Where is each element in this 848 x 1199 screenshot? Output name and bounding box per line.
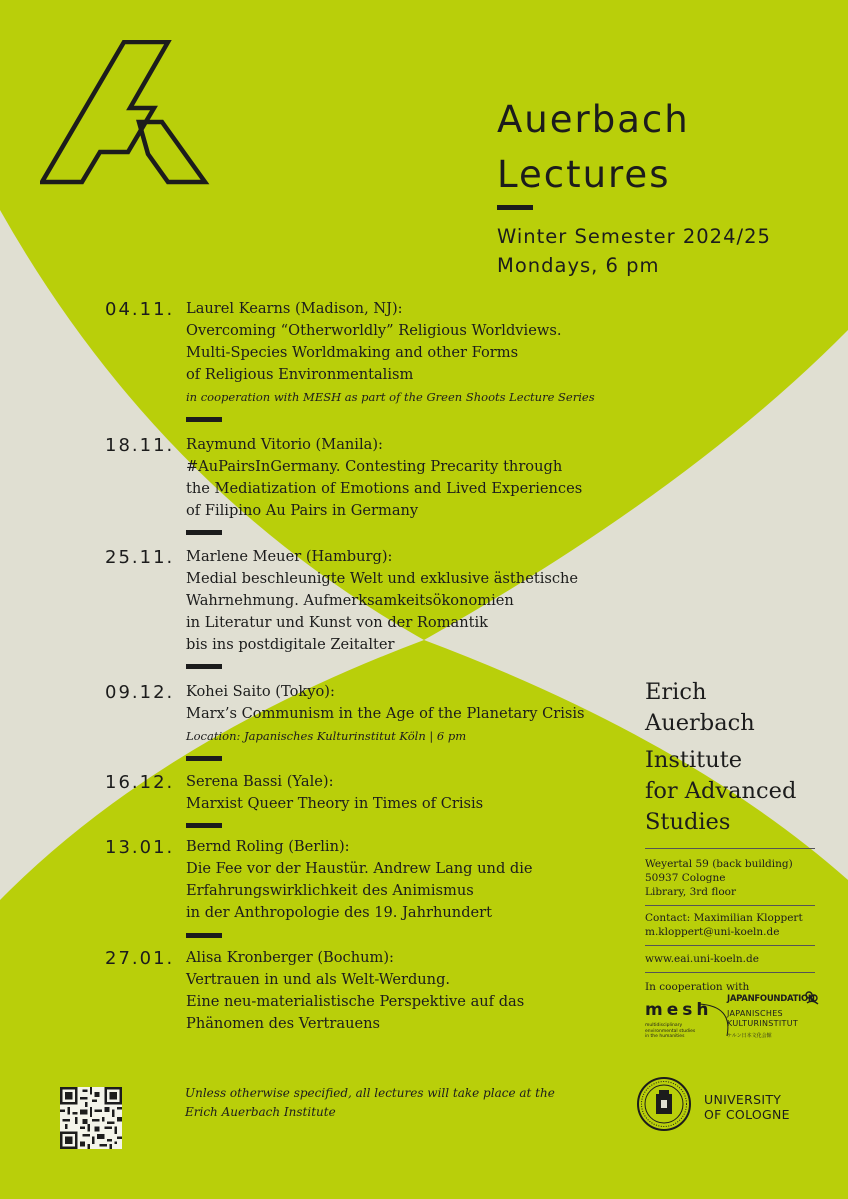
institute-name — [645, 677, 796, 838]
auerbach-logo-icon — [40, 40, 210, 186]
institute-name-line: Erich — [645, 679, 707, 705]
lecture-divider — [186, 664, 222, 669]
university-name — [704, 1092, 790, 1122]
lecture-title-line: Wahrnehmung. Aufmerksamkeitsökonomien — [186, 592, 514, 609]
japan-institute-name — [727, 1009, 827, 1029]
lecture-speaker: Bernd Roling (Berlin): — [186, 838, 350, 855]
lecture-title-line: #AuPairsInGermany. Contesting Precarity through — [186, 458, 563, 475]
footer-note — [185, 1084, 555, 1122]
lecture-speaker: Marlene Meuer (Hamburg): — [186, 548, 393, 565]
university-name-line: UNIVERSITY — [704, 1092, 782, 1107]
lecture-speaker: Serena Bassi (Yale): — [186, 773, 334, 790]
lecture-date: 25.11. — [105, 547, 175, 568]
lecture-divider — [186, 933, 222, 938]
lecture-date: 04.11. — [105, 299, 175, 320]
semester-info — [497, 222, 771, 280]
lecture-title-line: in der Anthropologie des 19. Jahrhundert — [186, 904, 493, 921]
lecture-divider — [186, 530, 222, 535]
footer-line: Unless otherwise specified, all lectures will take place at the — [185, 1086, 555, 1100]
japan-inst-line: KULTURINSTITUT — [727, 1019, 799, 1028]
address-line: Weyertal 59 (back building) — [645, 858, 793, 870]
mesh-wordmark: mesh — [645, 1000, 713, 1020]
footer-line: Erich Auerbach Institute — [185, 1105, 336, 1119]
lecture-note: in cooperation with MESH as part of the Green Shoots Lecture Series — [186, 390, 595, 404]
divider — [645, 848, 815, 849]
lecture-title-line: Medial beschleunigte Welt und exklusive ästhetische — [186, 570, 579, 587]
lecture-title-line: Multi-Species Worldmaking and other Forms — [186, 344, 519, 361]
address-line: 50937 Cologne — [645, 872, 726, 884]
japan-foundation-logo — [727, 994, 827, 1039]
lecture-date: 09.12. — [105, 682, 175, 703]
institute-name-line: Studies — [645, 809, 731, 835]
mesh-sub-line: environmental studies — [645, 1028, 696, 1034]
schedule-label: Mondays, 6 pm — [497, 254, 660, 277]
japan-foundation-icon — [803, 990, 821, 1006]
qr-code[interactable] — [60, 1087, 122, 1149]
lecture-date: 13.01. — [105, 837, 175, 858]
lecture-date: 18.11. — [105, 435, 175, 456]
lecture-title-line: of Religious Environmentalism — [186, 366, 414, 383]
lecture-divider — [186, 756, 222, 761]
japan-jp-name: ケルン日本文化会館 — [727, 1033, 772, 1039]
title-line-1: Auerbach — [497, 98, 690, 141]
lecture-title-line: Vertrauen in und als Welt-Werdung. — [186, 971, 451, 988]
semester-label: Winter Semester 2024/25 — [497, 225, 771, 248]
mesh-sub-line: in the humanities — [645, 1034, 685, 1039]
lecture-title-line: Phänomen des Vertrauens — [186, 1015, 381, 1032]
lecture-title-line: bis ins postdigitale Zeitalter — [186, 636, 395, 653]
lecture-title-line: Die Fee vor der Haustür. Andrew Lang und die — [186, 860, 533, 877]
lecture-speaker: Alisa Kronberger (Bochum): — [186, 949, 394, 966]
lecture-note: Location: Japanisches Kulturinstitut Köln | 6 pm — [186, 729, 467, 743]
lecture-title-line: Overcoming “Otherworldly” Religious Worldviews. — [186, 322, 562, 339]
lecture-title-line: Marxist Queer Theory in Times of Crisis — [186, 795, 484, 812]
lecture-speaker: Raymund Vitorio (Manila): — [186, 436, 383, 453]
japan-inst-line: JAPANISCHES — [727, 1009, 783, 1018]
title-line-2: Lectures — [497, 153, 671, 196]
cooperation-label: In cooperation with — [645, 981, 750, 993]
contact-line: Contact: Maximilian Kloppert — [645, 912, 803, 924]
lecture-divider — [186, 823, 222, 828]
lecture-title-line: of Filipino Au Pairs in Germany — [186, 502, 419, 519]
institute-address — [645, 857, 793, 899]
lecture-title-line: in Literatur und Kunst von der Romantik — [186, 614, 489, 631]
website-link[interactable]: www.eai.uni-koeln.de — [645, 953, 759, 965]
lecture-title-line: the Mediatization of Emotions and Lived Experiences — [186, 480, 583, 497]
lecture-date: 16.12. — [105, 772, 175, 793]
lecture-speaker: Kohei Saito (Tokyo): — [186, 683, 335, 700]
mesh-sub-line: multidisciplinary — [645, 1023, 683, 1028]
lecture-speaker: Laurel Kearns (Madison, NJ): — [186, 300, 403, 317]
institute-name-line: Auerbach — [645, 710, 755, 736]
lecture-title-line: Marx’s Communism in the Age of the Planetary Crisis — [186, 705, 585, 722]
address-line: Library, 3rd floor — [645, 886, 736, 898]
divider — [645, 905, 815, 906]
poster-title — [497, 92, 690, 202]
divider — [645, 945, 815, 946]
mesh-logo — [645, 1000, 715, 1040]
contact-email-link[interactable]: m.kloppert@uni-koeln.de — [645, 926, 780, 938]
lecture-date: 27.01. — [105, 948, 175, 969]
lecture-divider — [186, 417, 222, 422]
lecture-title-line: Erfahrungswirklichkeit des Animismus — [186, 882, 474, 899]
divider — [645, 972, 815, 973]
university-name-line: OF COLOGNE — [704, 1107, 790, 1122]
title-divider — [497, 205, 533, 210]
institute-name-line: for Advanced — [645, 778, 797, 804]
institute-name-line: Institute — [645, 747, 743, 773]
university-seal-icon — [636, 1076, 692, 1132]
japan-foundation-wordmark: JAPANFOUNDATION — [727, 994, 815, 1004]
lecture-title-line: Eine neu-materialistische Perspektive auf das — [186, 993, 525, 1010]
contact-info — [645, 911, 803, 939]
